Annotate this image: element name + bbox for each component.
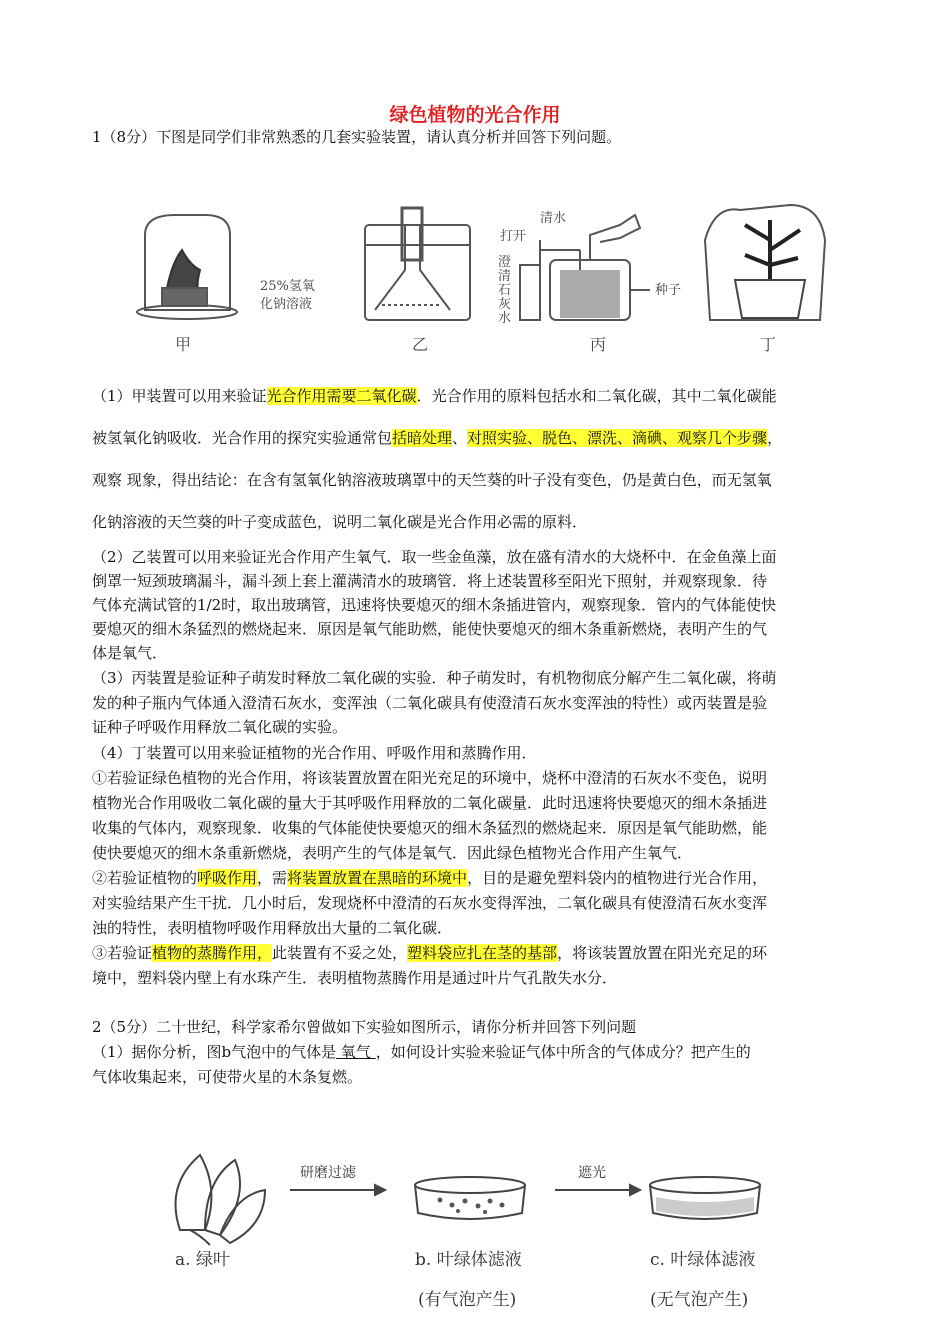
text: ，目的是避免塑料袋内的植物进行光合作用， [467,869,768,887]
device-ding [705,205,825,320]
q1-p4-1-line: 使快要熄灭的细木条重新燃烧，表明产生的气体是氧气．因此绿色植物光合作用产生氧气． [92,844,693,862]
naoh-label-2: 化钠溶液 [260,297,313,312]
q1-p4-2-line: 浊的特性，表明植物呼吸作用释放出大量的二氧化碳． [92,919,453,937]
highlight: 塑料袋应扎在茎的基部 [407,944,558,962]
q1-p3-line: 证种子呼吸作用释放二氧化碳的实验。 [92,718,348,736]
q1-p3-line: 发的种子瓶内气体通入澄清石灰水，变浑浊（二氧化碳具有使澄清石灰水变浑浊的特性）或丙装置是验 [92,694,768,712]
q2-line1 [92,1041,872,1063]
dish-c [650,1177,760,1219]
highlight: 将装置放置在黑暗的环境中 [287,869,468,887]
answer-blank: 氧气 [336,1043,376,1061]
caption-b-sub: (有气泡产生) [418,1290,517,1310]
q2-intro: 2（5分）二十世纪，科学家希尔曾做如下实验如图所示，请你分析并回答下列问题 [92,1018,637,1036]
qingshui-label: 清水 [540,211,567,226]
shihuishui-char-2: 清 [498,269,512,284]
text: 此装置有不妥之处， [272,944,408,962]
caption-c-sub: (无气泡产生) [650,1290,749,1310]
text: 被氢氧化钠吸收．光合作用的探究实验通常包 [92,429,393,447]
q1-p2-line: 气体充满试管的1/2时，取出玻璃管，迅速将快要熄灭的细木条插进管内，观察现象．管内的气体能使快 [92,596,777,614]
naoh-label-1: 25%氢氧 [260,279,315,294]
text: （1）甲装置可以用来验证 [92,387,267,405]
text: ②若验证植物的 [92,869,198,887]
q1-p2-line: 体是氧气． [92,644,168,662]
q1-p2-line: 倒罩一短颈玻璃漏斗，漏斗颈上套上灌满清水的玻璃管．将上述装置移至阳光下照射，并观察现象．待 [92,572,768,590]
label-yi: 乙 [412,335,429,354]
shihuishui-char-1: 澄 [498,255,512,270]
shihuishui-char-5: 水 [498,311,512,326]
q1-p1-line2 [92,427,872,449]
q1-p4-3-line1 [92,942,872,964]
q1-p4-1-line: 收集的气体内，观察现象．收集的气体能使快要熄灭的细木条猛烈的燃烧起来．原因是氧气能助燃，能 [92,819,768,837]
highlight: 植物的蒸腾作用， [152,944,273,962]
q1-p4-line: （4）丁装置可以用来验证植物的光合作用、呼吸作用和蒸腾作用． [92,744,537,762]
text: ，如何设计实验来验证气体中所含的气体成分？把产生的 [375,1043,751,1061]
q1-intro: 1（8分）下图是同学们非常熟悉的几套实验装置，请认真分析并回答下列问题。 [92,128,622,146]
q2-figure-hill [160,1135,800,1320]
label-jia: 甲 [175,335,192,354]
device-jia [137,215,237,319]
q1-p1-line3: 观察 现象，得出结论：在含有氢氧化钠溶液玻璃罩中的天竺葵的叶子没有变色，仍是黄白色，而无氢氧 [92,471,772,489]
page-title: 绿色植物的光合作用 [389,104,561,126]
leaves-icon [176,1155,266,1245]
shihuishui-char-3: 石 [498,283,512,298]
text: ， [767,429,783,447]
q1-p3-line: （3）丙装置是验证种子萌发时释放二氧化碳的实验．种子萌发时，有机物彻底分解产生二氧化碳，将萌 [92,669,777,687]
caption-c: c. 叶绿体滤液 [650,1250,756,1270]
text: ．光合作用的原料包括水和二氧化碳，其中二氧化碳能 [416,387,777,405]
q1-p1-line4: 化钠溶液的天竺葵的叶子变成蓝色，说明二氧化碳是光合作用必需的原料． [92,513,588,531]
text: （1）据你分析，图b气泡中的气体是 [92,1043,337,1061]
q1-p4-2-line: 对实验结果产生干扰．几小时后，发现烧杯中澄清的石灰水变得浑浊，二氧化碳具有使澄清石灰水变浑 [92,894,768,912]
label-bing: 丙 [590,335,607,354]
highlight: 对照实验、脱色、漂洗、滴碘、观察几个步骤 [467,429,768,447]
q1-p4-2-line1 [92,867,872,889]
q1-p2-line: 要熄灭的细木条猛烈的燃烧起来．原因是氧气能助燃，能使快要熄灭的细木条重新燃烧，表明产生的气 [92,620,768,638]
q1-p1-line1 [92,385,872,407]
dakai-label: 打开 [500,229,527,244]
q1-p4-1-line: ①若验证绿色植物的光合作用，将该装置放置在阳光充足的环境中，烧杯中澄清的石灰水不变色，说明 [92,769,768,787]
highlight: 光合作用需要二氧化碳 [266,387,417,405]
zhongzi-label: 种子 [655,283,682,298]
arrow2-label: 遮光 [578,1165,606,1181]
shihuishui-char-4: 灰 [498,297,512,312]
highlight: 括暗处理 [392,429,453,447]
q2-line2: 气体收集起来，可使带火星的木条复燃。 [92,1068,363,1086]
q1-p2-line: （2）乙装置可以用来验证光合作用产生氧气．取一些金鱼藻，放在盛有清水的大烧杯中．在金鱼藻上面 [92,548,777,566]
q1-p4-1-line: 植物光合作用吸收二氧化碳的量大于其呼吸作用释放的二氧化碳量．此时迅速将快要熄灭的细木条插进 [92,794,768,812]
arrow1-label: 研磨过滤 [300,1165,356,1181]
device-yi [365,208,470,320]
caption-a: a. 绿叶 [175,1250,230,1270]
highlight: 呼吸作用 [197,869,258,887]
q1-p4-3-line2: 境中，塑料袋内壁上有水珠产生．表明植物蒸腾作用是通过叶片气孔散失水分． [92,969,618,987]
caption-b: b. 叶绿体滤液 [415,1250,522,1270]
q1-figure-devices [120,170,840,370]
label-ding: 丁 [760,335,777,354]
device-bing [520,215,650,320]
text: ，需 [257,869,288,887]
text: 、 [452,429,468,447]
dish-b [415,1177,525,1219]
text: ③若验证 [92,944,153,962]
text: ，将该装置放置在阳光充足的环 [557,944,768,962]
